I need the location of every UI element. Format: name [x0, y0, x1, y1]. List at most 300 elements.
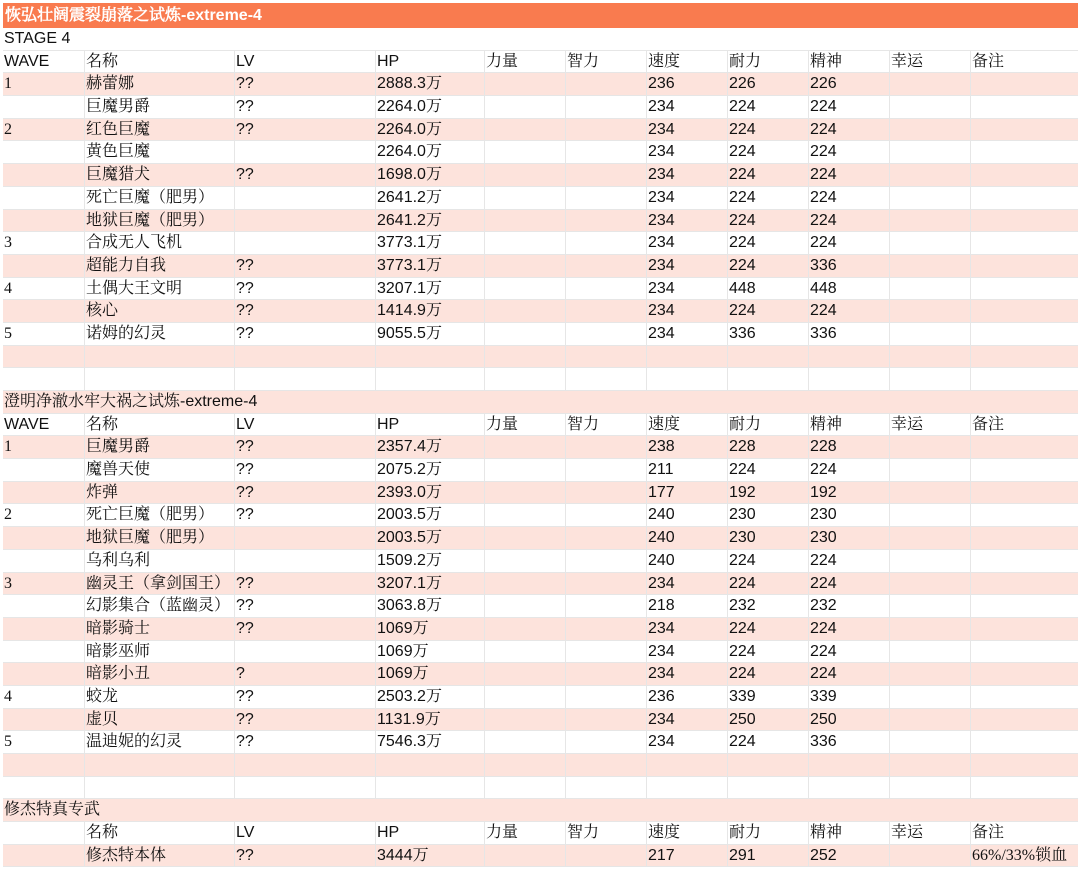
cell-intelligence[interactable]: [565, 573, 646, 595]
cell-wave[interactable]: [3, 210, 84, 232]
cell-hp[interactable]: 2264.0万: [375, 96, 484, 118]
cell-luck[interactable]: [889, 346, 970, 368]
cell-name[interactable]: [84, 754, 234, 776]
cell-hp[interactable]: 1414.9万: [375, 300, 484, 322]
cell-wave[interactable]: [3, 777, 84, 799]
cell-note[interactable]: [970, 504, 1078, 526]
cell-name[interactable]: 红色巨魔: [84, 119, 234, 141]
cell-hp[interactable]: 3063.8万: [375, 595, 484, 617]
cell-intelligence[interactable]: [565, 210, 646, 232]
cell-strength[interactable]: [484, 300, 565, 322]
cell-note[interactable]: [970, 300, 1078, 322]
cell-stamina[interactable]: 339: [727, 686, 808, 708]
cell-intelligence[interactable]: [565, 595, 646, 617]
cell-spirit[interactable]: 230: [808, 504, 889, 526]
cell-name[interactable]: 名称: [84, 822, 234, 844]
cell-note[interactable]: [970, 641, 1078, 663]
cell-speed[interactable]: 234: [646, 119, 727, 141]
cell-stamina[interactable]: 224: [727, 141, 808, 163]
cell-luck[interactable]: [889, 731, 970, 753]
cell-spirit[interactable]: [808, 346, 889, 368]
cell-lv[interactable]: ??: [234, 164, 375, 186]
cell-stamina[interactable]: 232: [727, 595, 808, 617]
cell-luck[interactable]: [889, 459, 970, 481]
cell-luck[interactable]: [889, 595, 970, 617]
cell-hp[interactable]: 3773.1万: [375, 232, 484, 254]
cell-speed[interactable]: 234: [646, 641, 727, 663]
cell-strength[interactable]: [484, 482, 565, 504]
cell-hp[interactable]: 2888.3万: [375, 73, 484, 95]
cell-luck[interactable]: [889, 323, 970, 345]
cell-hp[interactable]: [375, 368, 484, 390]
cell-speed[interactable]: 234: [646, 255, 727, 277]
cell-hp[interactable]: 3773.1万: [375, 255, 484, 277]
cell-luck[interactable]: [889, 482, 970, 504]
cell-lv[interactable]: [234, 141, 375, 163]
cell-speed[interactable]: 234: [646, 573, 727, 595]
cell-lv[interactable]: ??: [234, 323, 375, 345]
cell-stamina[interactable]: 224: [727, 119, 808, 141]
cell-speed[interactable]: 234: [646, 141, 727, 163]
cell-intelligence[interactable]: [565, 777, 646, 799]
cell-name[interactable]: 幻影集合（蓝幽灵）: [84, 595, 234, 617]
cell-intelligence[interactable]: [565, 754, 646, 776]
cell-spirit[interactable]: 224: [808, 164, 889, 186]
cell-stamina[interactable]: 224: [727, 731, 808, 753]
cell-spirit[interactable]: 224: [808, 550, 889, 572]
cell-hp[interactable]: HP: [375, 414, 484, 436]
cell-speed[interactable]: 速度: [646, 51, 727, 73]
cell-stamina[interactable]: 192: [727, 482, 808, 504]
cell-strength[interactable]: [484, 504, 565, 526]
cell-speed[interactable]: [646, 346, 727, 368]
cell-speed[interactable]: 234: [646, 210, 727, 232]
cell-stamina[interactable]: 448: [727, 278, 808, 300]
cell-speed[interactable]: [646, 777, 727, 799]
cell-name[interactable]: 名称: [84, 414, 234, 436]
cell-spirit[interactable]: 252: [808, 845, 889, 867]
cell-spirit[interactable]: [808, 754, 889, 776]
cell-luck[interactable]: [889, 686, 970, 708]
cell-lv[interactable]: ??: [234, 709, 375, 731]
cell-intelligence[interactable]: [565, 641, 646, 663]
cell-luck[interactable]: [889, 96, 970, 118]
cell-spirit[interactable]: 224: [808, 232, 889, 254]
cell-wave[interactable]: 1: [4, 438, 12, 456]
cell-wave[interactable]: WAVE: [4, 52, 50, 70]
cell-note[interactable]: [970, 573, 1078, 595]
cell-intelligence[interactable]: [565, 527, 646, 549]
cell-luck[interactable]: [889, 777, 970, 799]
cell-intelligence[interactable]: [565, 164, 646, 186]
cell-hp[interactable]: HP: [375, 822, 484, 844]
cell-luck[interactable]: [889, 300, 970, 322]
cell-wave[interactable]: 2: [4, 120, 12, 138]
cell-note[interactable]: [970, 482, 1078, 504]
cell-intelligence[interactable]: [565, 504, 646, 526]
cell-stamina[interactable]: [727, 346, 808, 368]
cell-strength[interactable]: [484, 777, 565, 799]
cell-luck[interactable]: [889, 210, 970, 232]
cell-wave[interactable]: 1: [4, 75, 12, 93]
cell-note[interactable]: [970, 618, 1078, 640]
cell-lv[interactable]: [234, 210, 375, 232]
cell-name[interactable]: 巨魔猎犬: [84, 164, 234, 186]
cell-note[interactable]: [970, 663, 1078, 685]
cell-note[interactable]: [970, 119, 1078, 141]
cell-spirit[interactable]: 250: [808, 709, 889, 731]
cell-stamina[interactable]: 224: [727, 573, 808, 595]
cell-hp[interactable]: 2357.4万: [375, 436, 484, 458]
cell-strength[interactable]: [484, 550, 565, 572]
cell-hp[interactable]: 9055.5万: [375, 323, 484, 345]
cell-intelligence[interactable]: [565, 96, 646, 118]
cell-strength[interactable]: [484, 368, 565, 390]
cell-lv[interactable]: [234, 346, 375, 368]
cell-lv[interactable]: ??: [234, 119, 375, 141]
cell-intelligence[interactable]: [565, 232, 646, 254]
cell-strength[interactable]: [484, 618, 565, 640]
cell-stamina[interactable]: [727, 368, 808, 390]
cell-wave[interactable]: [3, 641, 84, 663]
cell-intelligence[interactable]: [565, 663, 646, 685]
cell-spirit[interactable]: 224: [808, 119, 889, 141]
cell-lv[interactable]: ?: [234, 663, 375, 685]
cell-wave[interactable]: 5: [4, 324, 12, 342]
cell-wave[interactable]: [3, 618, 84, 640]
cell-luck[interactable]: [889, 573, 970, 595]
cell-stamina[interactable]: 耐力: [727, 51, 808, 73]
cell-note[interactable]: 66%/33%锁血: [970, 845, 1078, 867]
cell-lv[interactable]: ??: [234, 686, 375, 708]
cell-note[interactable]: [970, 278, 1078, 300]
cell-strength[interactable]: [484, 731, 565, 753]
cell-wave[interactable]: [3, 187, 84, 209]
cell-intelligence[interactable]: [565, 300, 646, 322]
cell-speed[interactable]: 236: [646, 73, 727, 95]
cell-strength[interactable]: [484, 255, 565, 277]
cell-intelligence[interactable]: [565, 346, 646, 368]
cell-wave[interactable]: [3, 346, 84, 368]
cell-speed[interactable]: 234: [646, 96, 727, 118]
cell-wave[interactable]: [3, 164, 84, 186]
cell-wave[interactable]: [3, 822, 84, 844]
cell-spirit[interactable]: 448: [808, 278, 889, 300]
cell-hp[interactable]: 1069万: [375, 663, 484, 685]
cell-lv[interactable]: ??: [234, 300, 375, 322]
cell-name[interactable]: 黄色巨魔: [84, 141, 234, 163]
cell-intelligence[interactable]: [565, 436, 646, 458]
cell-wave[interactable]: [3, 255, 84, 277]
cell-strength[interactable]: [484, 346, 565, 368]
cell-wave[interactable]: [3, 459, 84, 481]
cell-luck[interactable]: [889, 504, 970, 526]
cell-name[interactable]: 地狱巨魔（肥男）: [84, 210, 234, 232]
cell-spirit[interactable]: 336: [808, 731, 889, 753]
cell-intelligence[interactable]: [565, 686, 646, 708]
cell-note[interactable]: [970, 73, 1078, 95]
cell-hp[interactable]: 2641.2万: [375, 210, 484, 232]
cell-strength[interactable]: [484, 278, 565, 300]
cell-name[interactable]: [84, 346, 234, 368]
cell-lv[interactable]: ??: [234, 504, 375, 526]
cell-speed[interactable]: 211: [646, 459, 727, 481]
cell-strength[interactable]: 力量: [484, 822, 565, 844]
cell-hp[interactable]: 2641.2万: [375, 187, 484, 209]
cell-luck[interactable]: [889, 255, 970, 277]
cell-name[interactable]: 魔兽天使: [84, 459, 234, 481]
cell-note[interactable]: [970, 459, 1078, 481]
cell-spirit[interactable]: 精神: [808, 822, 889, 844]
cell-strength[interactable]: [484, 595, 565, 617]
cell-lv[interactable]: LV: [234, 51, 375, 73]
cell-stamina[interactable]: 耐力: [727, 414, 808, 436]
cell-lv[interactable]: [234, 777, 375, 799]
cell-intelligence[interactable]: 智力: [565, 414, 646, 436]
cell-note[interactable]: 备注: [970, 414, 1078, 436]
cell-intelligence[interactable]: [565, 482, 646, 504]
cell-wave[interactable]: [3, 550, 84, 572]
cell-luck[interactable]: [889, 754, 970, 776]
cell-name[interactable]: [84, 368, 234, 390]
cell-strength[interactable]: [484, 187, 565, 209]
cell-luck[interactable]: [889, 550, 970, 572]
cell-name[interactable]: 土偶大王文明: [84, 278, 234, 300]
cell-stamina[interactable]: 224: [727, 459, 808, 481]
cell-name[interactable]: 地狱巨魔（肥男）: [84, 527, 234, 549]
cell-speed[interactable]: 234: [646, 300, 727, 322]
cell-intelligence[interactable]: [565, 731, 646, 753]
cell-speed[interactable]: 234: [646, 323, 727, 345]
cell-note[interactable]: [970, 754, 1078, 776]
cell-name[interactable]: 蛟龙: [84, 686, 234, 708]
cell-name[interactable]: 诺姆的幻灵: [84, 323, 234, 345]
cell-stamina[interactable]: 226: [727, 73, 808, 95]
cell-strength[interactable]: [484, 573, 565, 595]
cell-strength[interactable]: [484, 164, 565, 186]
cell-name[interactable]: 名称: [84, 51, 234, 73]
cell-speed[interactable]: 240: [646, 550, 727, 572]
cell-stamina[interactable]: 224: [727, 550, 808, 572]
cell-lv[interactable]: ??: [234, 96, 375, 118]
cell-note[interactable]: [970, 210, 1078, 232]
cell-luck[interactable]: 幸运: [889, 51, 970, 73]
cell-spirit[interactable]: 336: [808, 323, 889, 345]
cell-hp[interactable]: 2075.2万: [375, 459, 484, 481]
cell-wave[interactable]: [3, 754, 84, 776]
cell-luck[interactable]: [889, 164, 970, 186]
cell-intelligence[interactable]: [565, 550, 646, 572]
cell-note[interactable]: [970, 436, 1078, 458]
cell-wave[interactable]: WAVE: [4, 415, 50, 433]
cell-name[interactable]: 虚贝: [84, 709, 234, 731]
cell-wave[interactable]: [3, 527, 84, 549]
cell-name[interactable]: [84, 777, 234, 799]
cell-stamina[interactable]: 224: [727, 232, 808, 254]
cell-spirit[interactable]: 224: [808, 96, 889, 118]
cell-note[interactable]: [970, 686, 1078, 708]
cell-spirit[interactable]: 224: [808, 300, 889, 322]
cell-name[interactable]: 巨魔男爵: [84, 96, 234, 118]
cell-speed[interactable]: 234: [646, 187, 727, 209]
cell-strength[interactable]: 力量: [484, 51, 565, 73]
cell-spirit[interactable]: 224: [808, 187, 889, 209]
cell-wave[interactable]: [3, 368, 84, 390]
cell-hp[interactable]: 1069万: [375, 641, 484, 663]
cell-strength[interactable]: [484, 754, 565, 776]
cell-stamina[interactable]: 230: [727, 504, 808, 526]
cell-luck[interactable]: [889, 709, 970, 731]
cell-stamina[interactable]: 224: [727, 210, 808, 232]
cell-luck[interactable]: [889, 663, 970, 685]
cell-speed[interactable]: 218: [646, 595, 727, 617]
cell-spirit[interactable]: [808, 777, 889, 799]
cell-hp[interactable]: 2264.0万: [375, 141, 484, 163]
cell-name[interactable]: 超能力自我: [84, 255, 234, 277]
cell-speed[interactable]: 234: [646, 232, 727, 254]
cell-lv[interactable]: [234, 187, 375, 209]
cell-hp[interactable]: [375, 346, 484, 368]
cell-stamina[interactable]: 224: [727, 641, 808, 663]
cell-hp[interactable]: 3207.1万: [375, 573, 484, 595]
cell-lv[interactable]: ??: [234, 459, 375, 481]
cell-lv[interactable]: ??: [234, 595, 375, 617]
cell-note[interactable]: [970, 346, 1078, 368]
cell-luck[interactable]: [889, 278, 970, 300]
cell-stamina[interactable]: 224: [727, 255, 808, 277]
cell-strength[interactable]: [484, 210, 565, 232]
cell-strength[interactable]: [484, 96, 565, 118]
cell-spirit[interactable]: 232: [808, 595, 889, 617]
cell-lv[interactable]: ??: [234, 573, 375, 595]
cell-strength[interactable]: [484, 73, 565, 95]
cell-spirit[interactable]: 224: [808, 663, 889, 685]
cell-note[interactable]: [970, 187, 1078, 209]
cell-note[interactable]: [970, 255, 1078, 277]
cell-note[interactable]: 备注: [970, 822, 1078, 844]
cell-luck[interactable]: [889, 141, 970, 163]
cell-luck[interactable]: [889, 618, 970, 640]
cell-note[interactable]: [970, 777, 1078, 799]
cell-note[interactable]: [970, 550, 1078, 572]
cell-lv[interactable]: ??: [234, 73, 375, 95]
cell-lv[interactable]: ??: [234, 255, 375, 277]
cell-strength[interactable]: [484, 663, 565, 685]
cell-hp[interactable]: 2503.2万: [375, 686, 484, 708]
cell-note[interactable]: [970, 141, 1078, 163]
cell-lv[interactable]: ??: [234, 278, 375, 300]
cell-wave[interactable]: 5: [4, 733, 12, 751]
cell-wave[interactable]: 2: [4, 506, 12, 524]
cell-hp[interactable]: 3207.1万: [375, 278, 484, 300]
cell-name[interactable]: 巨魔男爵: [84, 436, 234, 458]
cell-intelligence[interactable]: 智力: [565, 822, 646, 844]
cell-speed[interactable]: 240: [646, 527, 727, 549]
cell-wave[interactable]: [3, 595, 84, 617]
cell-strength[interactable]: [484, 232, 565, 254]
cell-lv[interactable]: [234, 368, 375, 390]
cell-strength[interactable]: [484, 845, 565, 867]
cell-hp[interactable]: 1069万: [375, 618, 484, 640]
cell-wave[interactable]: [3, 141, 84, 163]
cell-intelligence[interactable]: [565, 709, 646, 731]
cell-hp[interactable]: HP: [375, 51, 484, 73]
cell-stamina[interactable]: 336: [727, 323, 808, 345]
cell-stamina[interactable]: 224: [727, 164, 808, 186]
cell-lv[interactable]: ??: [234, 482, 375, 504]
cell-note[interactable]: [970, 709, 1078, 731]
cell-speed[interactable]: 速度: [646, 414, 727, 436]
cell-strength[interactable]: [484, 686, 565, 708]
cell-name[interactable]: 暗影小丑: [84, 663, 234, 685]
cell-speed[interactable]: 234: [646, 663, 727, 685]
cell-stamina[interactable]: 230: [727, 527, 808, 549]
cell-name[interactable]: 合成无人飞机: [84, 232, 234, 254]
cell-wave[interactable]: 3: [4, 574, 12, 592]
cell-luck[interactable]: [889, 527, 970, 549]
cell-name[interactable]: 赫蕾娜: [84, 73, 234, 95]
cell-spirit[interactable]: 228: [808, 436, 889, 458]
cell-lv[interactable]: LV: [234, 822, 375, 844]
cell-speed[interactable]: 234: [646, 278, 727, 300]
cell-intelligence[interactable]: [565, 73, 646, 95]
cell-intelligence[interactable]: [565, 119, 646, 141]
cell-spirit[interactable]: 精神: [808, 414, 889, 436]
cell-wave[interactable]: [3, 709, 84, 731]
cell-speed[interactable]: 234: [646, 731, 727, 753]
cell-name[interactable]: 死亡巨魔（肥男）: [84, 187, 234, 209]
cell-stamina[interactable]: [727, 754, 808, 776]
cell-wave[interactable]: [3, 482, 84, 504]
cell-intelligence[interactable]: [565, 368, 646, 390]
cell-name[interactable]: 核心: [84, 300, 234, 322]
cell-hp[interactable]: 2264.0万: [375, 119, 484, 141]
cell-lv[interactable]: [234, 550, 375, 572]
cell-spirit[interactable]: 224: [808, 618, 889, 640]
cell-lv[interactable]: ??: [234, 731, 375, 753]
cell-luck[interactable]: [889, 119, 970, 141]
cell-stamina[interactable]: [727, 777, 808, 799]
cell-strength[interactable]: [484, 141, 565, 163]
cell-speed[interactable]: 234: [646, 618, 727, 640]
cell-wave[interactable]: 4: [4, 687, 12, 705]
cell-strength[interactable]: [484, 641, 565, 663]
cell-hp[interactable]: [375, 754, 484, 776]
cell-stamina[interactable]: 耐力: [727, 822, 808, 844]
cell-spirit[interactable]: 精神: [808, 51, 889, 73]
cell-luck[interactable]: [889, 368, 970, 390]
cell-lv[interactable]: ??: [234, 845, 375, 867]
cell-spirit[interactable]: 224: [808, 210, 889, 232]
cell-spirit[interactable]: 226: [808, 73, 889, 95]
cell-name[interactable]: 乌利乌利: [84, 550, 234, 572]
cell-lv[interactable]: ??: [234, 436, 375, 458]
cell-speed[interactable]: 217: [646, 845, 727, 867]
cell-name[interactable]: 暗影巫师: [84, 641, 234, 663]
cell-luck[interactable]: [889, 845, 970, 867]
cell-spirit[interactable]: 230: [808, 527, 889, 549]
cell-spirit[interactable]: 336: [808, 255, 889, 277]
cell-luck[interactable]: [889, 436, 970, 458]
cell-luck[interactable]: 幸运: [889, 414, 970, 436]
cell-note[interactable]: [970, 595, 1078, 617]
cell-luck[interactable]: [889, 641, 970, 663]
cell-hp[interactable]: [375, 777, 484, 799]
cell-speed[interactable]: 240: [646, 504, 727, 526]
cell-intelligence[interactable]: [565, 459, 646, 481]
cell-lv[interactable]: [234, 641, 375, 663]
cell-name[interactable]: 死亡巨魔（肥男）: [84, 504, 234, 526]
